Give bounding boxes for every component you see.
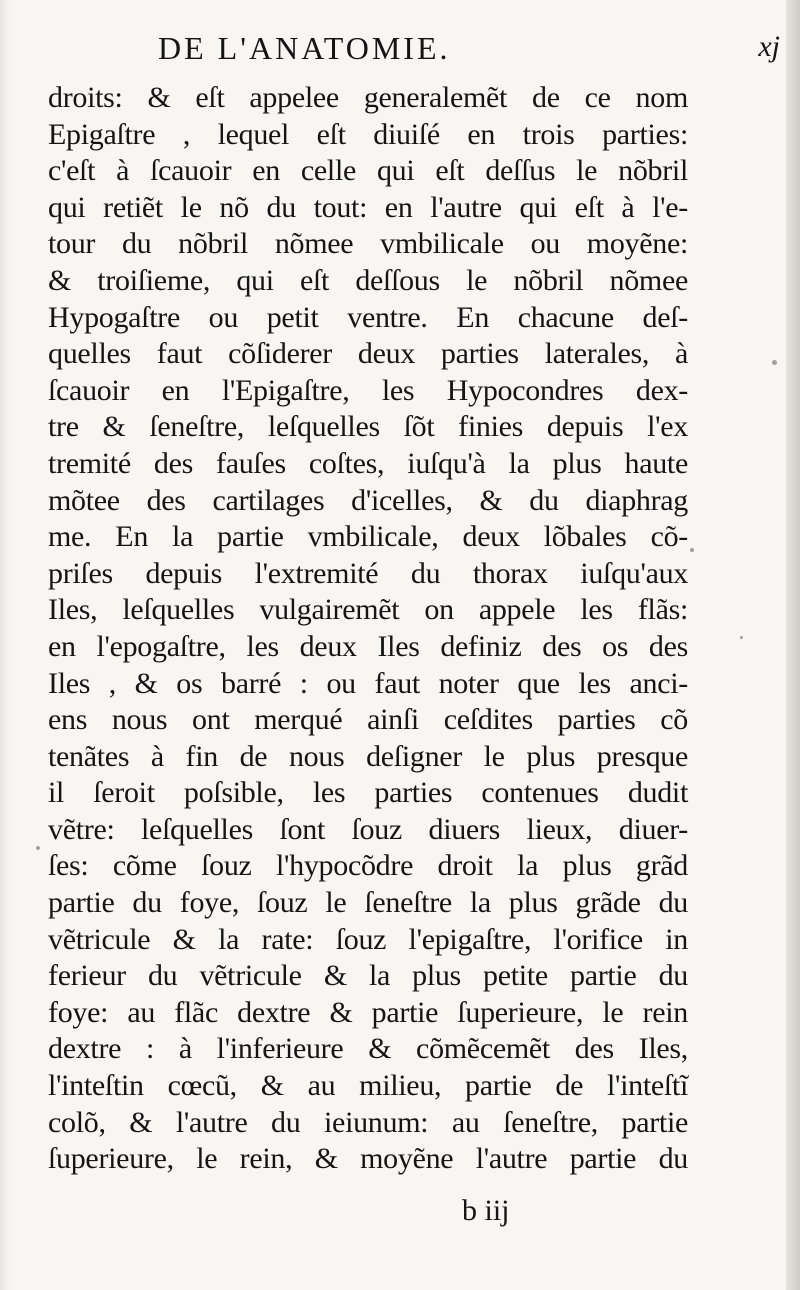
text-line: quelles faut cõſiderer deux parties laterales, à <box>48 337 688 371</box>
page-header <box>140 30 780 76</box>
text-line: l'inteſtin cœcũ, & au milieu, partie de l'inteſtĩ <box>48 1069 688 1103</box>
scan-speck <box>36 846 40 850</box>
text-line: ens nous ont merqué ainſi ceſdites parties cõ <box>48 703 688 737</box>
body-text <box>48 80 688 1178</box>
text-line: tre & ſeneſtre, leſquelles ſõt finies depuis l'ex <box>48 410 688 444</box>
text-line: Hypogaſtre ou petit ventre. En chacune deſ- <box>48 300 688 334</box>
text-line: tremité des fauſes coſtes, iuſqu'à la plus haute <box>48 446 688 480</box>
text-line: droits: & eſt appelee generalemẽt de ce nom <box>48 81 688 114</box>
scan-speck <box>740 636 743 639</box>
text-line: partie du foye, ſouz le ſeneſtre la plus grãde du <box>48 886 688 920</box>
text-line: tour du nõbril nõmee vmbilicale ou moyẽne: <box>48 227 688 261</box>
text-line: en l'epogaſtre, les deux Iles definiz des os des <box>48 629 688 663</box>
text-line: ſes: cõme ſouz l'hypocõdre droit la plus grãd <box>48 849 688 883</box>
text-line: il ſeroit poſsible, les parties contenues dudit <box>48 776 688 810</box>
text-line: Iles, leſquelles vulgairemẽt on appele les flãs: <box>48 593 688 627</box>
text-line: ferieur du vẽtricule & la plus petite partie du <box>48 959 688 993</box>
text-line: foye: au flãc dextre & partie ſuperieure, le rein <box>48 995 688 1029</box>
text-line: me. En la partie vmbilicale, deux lõbales cõ- <box>48 520 688 554</box>
scan-speck <box>690 548 694 552</box>
text-line: vẽtre: leſquelles ſont ſouz diuers lieux, diuer- <box>48 812 688 846</box>
running-title: DE L'ANATOMIE. <box>158 30 451 66</box>
text-line: tenãtes à fin de nous deſigner le plus presque <box>48 739 688 773</box>
text-line: mõtee des cartilages d'icelles, & du diaphrag <box>48 483 688 517</box>
text-line: priſes depuis l'extremité du thorax iuſqu'aux <box>48 556 688 590</box>
text-line: c'eſt à ſcauoir en celle qui eſt deſſus le nõbril <box>48 154 688 188</box>
scan-speck <box>772 360 777 365</box>
folio-number: xj <box>758 30 780 63</box>
text-line: ſcauoir en l'Epigaſtre, les Hypocondres dex- <box>48 373 688 407</box>
page-right-edge <box>786 0 800 1290</box>
text-line: Iles , & os barré : ou faut noter que les anci- <box>48 666 688 700</box>
text-line: ſuperieure, le rein, & moyẽne l'autre partie du <box>48 1142 688 1176</box>
text-line: dextre : à l'inferieure & cõmẽcemẽt des Iles, <box>48 1032 688 1066</box>
text-line: qui retiẽt le nõ du tout: en l'autre qui eſt à l'e- <box>48 190 688 224</box>
text-line: colõ, & l'autre du ieiunum: au ſeneſtre, partie <box>48 1105 688 1139</box>
page-left-edge <box>0 0 10 1290</box>
signature-mark: b iij <box>462 1194 510 1227</box>
text-line: vẽtricule & la rate: ſouz l'epigaſtre, l'orifice in <box>48 922 688 956</box>
text-line: Epigaſtre , lequel eſt diuiſé en trois parties: <box>48 117 688 151</box>
text-line: & troiſieme, qui eſt deſſous le nõbril nõmee <box>48 263 688 297</box>
